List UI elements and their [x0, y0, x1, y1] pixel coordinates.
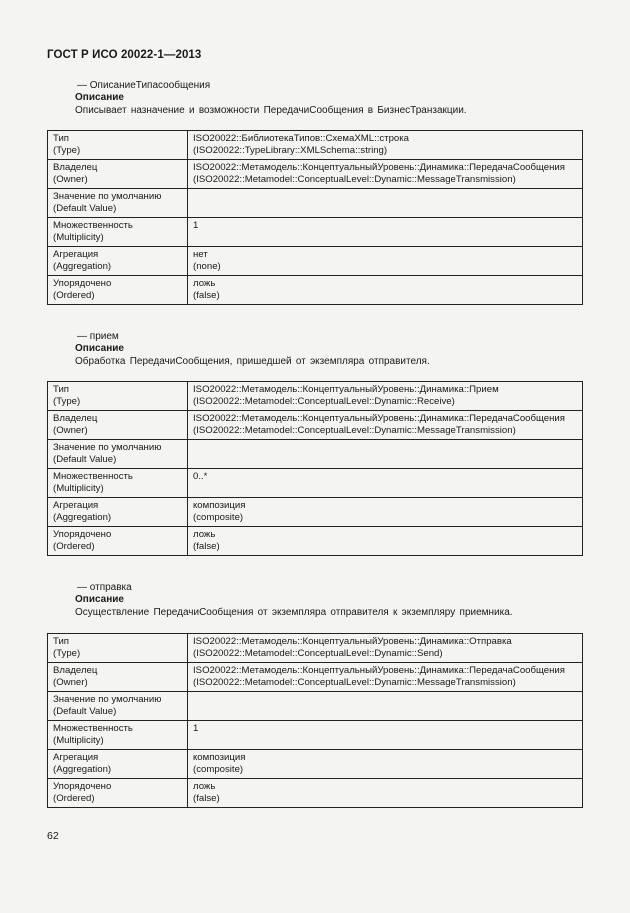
- property-value: ISO20022::Метамодель::КонцептуальныйУровень::Динамика::ПередачаСообщения (ISO20022::Metamodel::ConceptualLevel::Dynamic::MessageTransmission): [188, 663, 583, 692]
- property-label: Значение по умолчанию (Default Value): [48, 189, 188, 218]
- property-table: [47, 130, 583, 305]
- property-label: Владелец (Owner): [48, 411, 188, 440]
- page-number: 62: [47, 830, 59, 842]
- section-title: — прием: [77, 331, 119, 342]
- property-value: ISO20022::Метамодель::КонцептуальныйУровень::Динамика::ПередачаСообщения (ISO20022::Metamodel::ConceptualLevel::Dynamic::MessageTransmission): [188, 411, 583, 440]
- table-row: [48, 276, 583, 305]
- table-row: [48, 131, 583, 160]
- table-row: [48, 382, 583, 411]
- property-value: композиция (composite): [188, 498, 583, 527]
- table-row: [48, 247, 583, 276]
- property-value: 1: [188, 218, 583, 247]
- property-value: ISO20022::Метамодель::КонцептуальныйУровень::Динамика::Отправка (ISO20022::Metamodel::ConceptualLevel::Dynamic::Send): [188, 634, 583, 663]
- section-receive: [47, 331, 583, 556]
- property-value: [188, 692, 583, 721]
- table-row: [48, 411, 583, 440]
- table-row: [48, 189, 583, 218]
- table-row: [48, 634, 583, 663]
- section-title: — ОписаниеТипасообщения: [77, 80, 211, 91]
- property-label: Агрегация (Aggregation): [48, 247, 188, 276]
- property-label: Упорядочено (Ordered): [48, 276, 188, 305]
- property-value: [188, 189, 583, 218]
- table-row: [48, 527, 583, 556]
- property-label: Тип (Type): [48, 634, 188, 663]
- section-message-type-description: [47, 80, 583, 305]
- property-label: Владелец (Owner): [48, 160, 188, 189]
- property-value: 1: [188, 721, 583, 750]
- property-table: [47, 381, 583, 556]
- property-value: [188, 440, 583, 469]
- section-subtitle: Описание: [75, 92, 124, 103]
- table-row: [48, 218, 583, 247]
- property-label: Множественность (Multiplicity): [48, 721, 188, 750]
- property-value: ложь (false): [188, 527, 583, 556]
- property-value: ISO20022::Метамодель::КонцептуальныйУровень::Динамика::ПередачаСообщения (ISO20022::Metamodel::ConceptualLevel::Dynamic::MessageTransmission): [188, 160, 583, 189]
- property-label: Тип (Type): [48, 131, 188, 160]
- property-label: Упорядочено (Ordered): [48, 779, 188, 808]
- table-row: [48, 440, 583, 469]
- section-description: Осуществление ПередачиСообщения от экземпляра отправителя к экземпляру приемника.: [75, 607, 513, 618]
- table-row: [48, 160, 583, 189]
- property-value: композиция (composite): [188, 750, 583, 779]
- property-value: 0..*: [188, 469, 583, 498]
- table-row: [48, 721, 583, 750]
- property-value: ложь (false): [188, 276, 583, 305]
- table-row: [48, 469, 583, 498]
- property-value: ложь (false): [188, 779, 583, 808]
- property-value: ISO20022::Метамодель::КонцептуальныйУровень::Динамика::Прием (ISO20022::Metamodel::ConceptualLevel::Dynamic::Receive): [188, 382, 583, 411]
- table-row: [48, 779, 583, 808]
- property-label: Упорядочено (Ordered): [48, 527, 188, 556]
- property-label: Множественность (Multiplicity): [48, 218, 188, 247]
- property-label: Агрегация (Aggregation): [48, 750, 188, 779]
- table-row: [48, 498, 583, 527]
- section-subtitle: Описание: [75, 594, 124, 605]
- section-description: Описывает назначение и возможности ПередачиСообщения в БизнесТранзакции.: [75, 105, 467, 116]
- section-subtitle: Описание: [75, 343, 124, 354]
- table-row: [48, 750, 583, 779]
- property-label: Владелец (Owner): [48, 663, 188, 692]
- table-row: [48, 692, 583, 721]
- property-label: Множественность (Multiplicity): [48, 469, 188, 498]
- table-row: [48, 663, 583, 692]
- property-label: Тип (Type): [48, 382, 188, 411]
- property-table: [47, 633, 583, 808]
- property-label: Агрегация (Aggregation): [48, 498, 188, 527]
- property-label: Значение по умолчанию (Default Value): [48, 692, 188, 721]
- property-value: нет (none): [188, 247, 583, 276]
- document-header: ГОСТ Р ИСО 20022-1—2013: [47, 49, 202, 61]
- section-title: — отправка: [77, 582, 132, 593]
- property-value: ISO20022::БиблиотекаТипов::СхемаXML::строка (ISO20022::TypeLibrary::XMLSchema::string): [188, 131, 583, 160]
- section-send: [47, 582, 583, 808]
- property-label: Значение по умолчанию (Default Value): [48, 440, 188, 469]
- section-description: Обработка ПередачиСообщения, пришедшей от экземпляра отправителя.: [75, 356, 430, 367]
